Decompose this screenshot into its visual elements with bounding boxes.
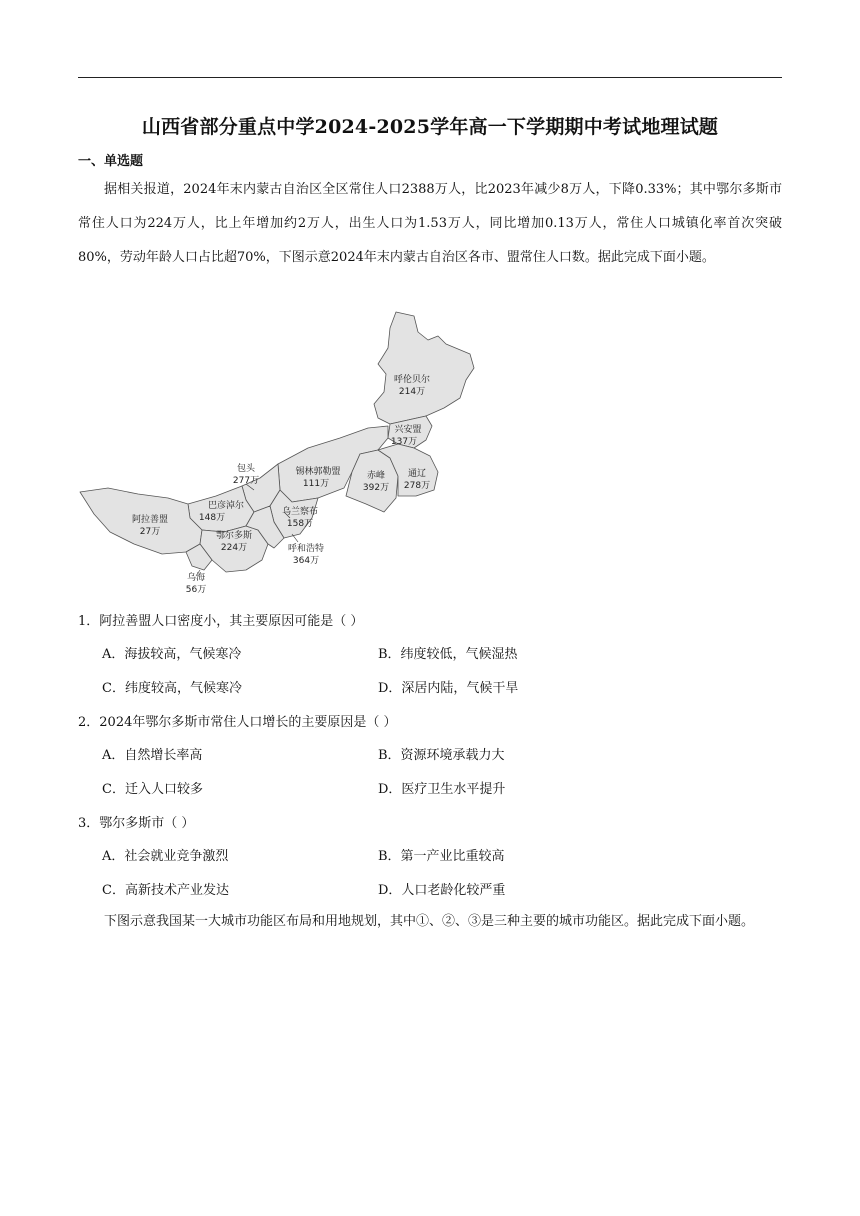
- region-hulunbuir: [374, 312, 474, 424]
- label-hinggan-name: 兴安盟: [394, 425, 422, 435]
- question-2-option-c[interactable]: C．迁入人口较多: [102, 782, 203, 797]
- intro-paragraph-1: [78, 173, 782, 275]
- label-alxa-pop: 27万: [139, 527, 161, 537]
- page-title: 山西省部分重点中学2024-2025学年高一下学期期中考试地理试题: [141, 116, 719, 138]
- label-ordos-pop: 224万: [220, 543, 248, 553]
- label-wuhai-pop: 56万: [185, 585, 207, 595]
- label-hinggan-pop: 137万: [390, 437, 418, 447]
- question-3-option-d[interactable]: D．人口老龄化较严重: [378, 883, 506, 898]
- question-1-option-b[interactable]: B．纬度较低，气候湿热: [378, 647, 518, 662]
- label-hohhot-pop: 364万: [292, 556, 320, 566]
- question-2-option-d[interactable]: D．医疗卫生水平提升: [378, 782, 506, 797]
- label-bayannur-name: 巴彦淖尔: [207, 501, 245, 511]
- label-ulanqab-name: 乌兰察布: [281, 507, 319, 517]
- label-ordos-name: 鄂尔多斯: [215, 531, 253, 541]
- question-3-option-a[interactable]: A．社会就业竞争激烈: [102, 849, 229, 864]
- intro-text-2: 下图示意我国某一大城市功能区布局和用地规划，其中①、②、③是三种主要的城市功能区。据此完成下面小题。: [104, 914, 755, 929]
- label-hohhot-name: 呼和浩特: [287, 544, 325, 554]
- label-tongliao-name: 通辽: [407, 469, 427, 479]
- label-tongliao-pop: 278万: [403, 481, 431, 491]
- intro-paragraph-2: [78, 905, 782, 939]
- label-chifeng-pop: 392万: [362, 483, 390, 493]
- question-3-stem: 3．鄂尔多斯市（ ）: [78, 816, 195, 831]
- label-hulunbuir-pop: 214万: [398, 387, 426, 397]
- question-2-option-a[interactable]: A．自然增长率高: [102, 748, 203, 763]
- label-hulunbuir-name: 呼伦贝尔: [393, 375, 431, 385]
- inner-mongolia-population-map: [78, 308, 498, 600]
- section-heading: 一、单选题: [78, 154, 144, 169]
- question-1-stem: 1．阿拉善盟人口密度小，其主要原因可能是（ ）: [78, 614, 364, 629]
- question-3-option-c[interactable]: C．高新技术产业发达: [102, 883, 229, 898]
- label-baotou-pop: 277万: [232, 476, 260, 486]
- label-alxa-name: 阿拉善盟: [131, 515, 169, 525]
- question-1-option-d[interactable]: D．深居内陆，气候干旱: [378, 681, 519, 696]
- question-2-option-b[interactable]: B．资源环境承载力大: [378, 748, 505, 763]
- label-ulanqab-pop: 158万: [286, 519, 314, 529]
- label-chifeng-name: 赤峰: [366, 471, 386, 481]
- intro-text-1: 据相关报道，2024年末内蒙古自治区全区常住人口2388万人，比2023年减少8万人，下降0.33%；其中鄂尔多斯市常住人口为224万人，比上年增加约2万人，出生人口为1.53万人，同比增加0.13万人，常住人口城镇化率首次突破80%，劳动年龄人口占比超70%，下图示意2024年末内蒙古自治区各市、盟常住人口数。据此完成下面小题。: [78, 182, 782, 265]
- header-rule: [78, 77, 782, 78]
- label-xilingol-pop: 111万: [302, 479, 330, 489]
- label-baotou-name: 包头: [236, 464, 256, 474]
- label-wuhai-name: 乌海: [186, 573, 206, 583]
- question-2-stem: 2．2024年鄂尔多斯市常住人口增长的主要原因是（ ）: [78, 715, 397, 730]
- question-3-option-b[interactable]: B．第一产业比重较高: [378, 849, 505, 864]
- label-xilingol-name: 锡林郭勒盟: [295, 467, 341, 477]
- label-bayannur-pop: 148万: [198, 513, 226, 523]
- question-1-option-c[interactable]: C．纬度较高，气候寒冷: [102, 681, 242, 696]
- question-1-option-a[interactable]: A．海拔较高，气候寒冷: [102, 647, 242, 662]
